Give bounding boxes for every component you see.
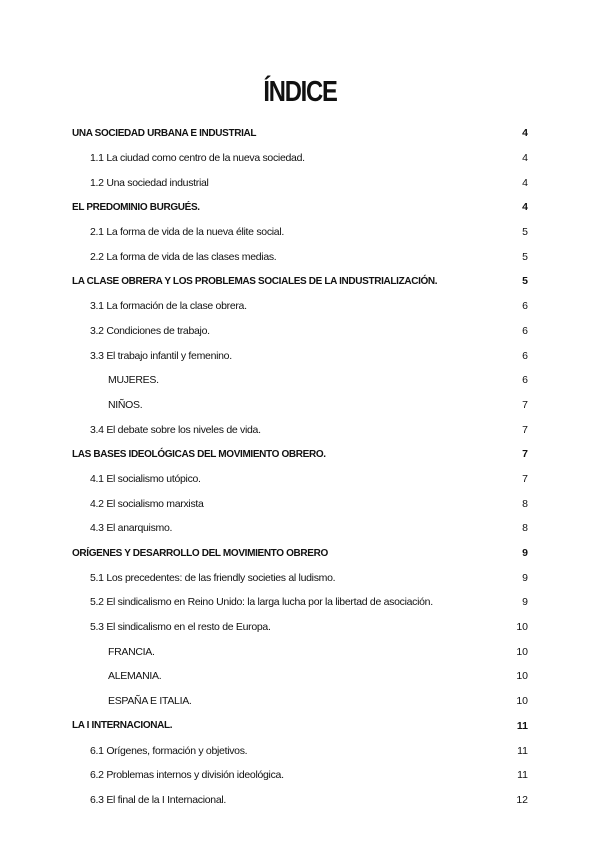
toc-entry-text: FRANCIA.	[108, 645, 155, 658]
toc-entry-text: 4.2 El socialismo marxista	[90, 497, 204, 510]
table-of-contents	[72, 121, 528, 812]
toc-page-number: 11	[517, 769, 528, 782]
toc-subitem-entry[interactable]	[72, 368, 528, 393]
toc-entry-text: 3.4 El debate sobre los niveles de vida.	[90, 423, 261, 436]
toc-page-number: 11	[516, 719, 528, 732]
toc-page-number: 7	[522, 472, 528, 485]
toc-entry-text: LA CLASE OBRERA Y LOS PROBLEMAS SOCIALES DE LA INDUSTRIALIZACIÓN.	[72, 275, 438, 287]
toc-entry-text: ESPAÑA E ITALIA.	[108, 695, 192, 708]
toc-page-number: 4	[522, 176, 528, 189]
toc-entry-text: ALEMANIA.	[108, 670, 162, 683]
toc-entry-text: 5.1 Los precedentes: de las friendly societies al ludismo.	[90, 571, 336, 584]
toc-entry-text: LA I INTERNACIONAL.	[72, 720, 173, 732]
toc-entry-text: 3.2 Condiciones de trabajo.	[90, 324, 210, 337]
toc-subsection-entry[interactable]	[72, 294, 528, 319]
toc-entry-text: ORÍGENES Y DESARROLLO DEL MOVIMIENTO OBRERO	[72, 547, 328, 559]
toc-subsection-entry[interactable]	[72, 788, 528, 813]
toc-entry-text: NIÑOS.	[108, 398, 143, 411]
toc-entry-text: 6.2 Problemas internos y división ideológica.	[90, 769, 284, 782]
toc-page-number: 8	[522, 522, 528, 535]
toc-page-number: 7	[522, 398, 528, 411]
toc-subitem-entry[interactable]	[72, 393, 528, 418]
toc-page-number: 11	[517, 744, 528, 757]
toc-page-number: 6	[522, 324, 528, 337]
toc-entry-text: 3.1 La formación de la clase obrera.	[90, 300, 247, 313]
toc-subsection-entry[interactable]	[72, 467, 528, 492]
toc-subsection-entry[interactable]	[72, 763, 528, 788]
toc-subsection-entry[interactable]	[72, 319, 528, 344]
toc-subsection-entry[interactable]	[72, 738, 528, 763]
toc-entry-text: 1.1 La ciudad como centro de la nueva sociedad.	[90, 152, 305, 165]
toc-subsection-entry[interactable]	[72, 343, 528, 368]
toc-entry-text: 4.3 El anarquismo.	[90, 522, 173, 535]
toc-page-number: 12	[516, 793, 528, 806]
toc-page-number: 4	[522, 201, 528, 214]
toc-entry-text: 5.3 El sindicalismo en el resto de Europa.	[90, 621, 271, 634]
toc-section-entry[interactable]	[72, 714, 528, 739]
toc-page-number: 4	[522, 152, 528, 165]
toc-entry-text: 5.2 El sindicalismo en Reino Unido: la larga lucha por la libertad de asociación.	[90, 596, 433, 609]
toc-page-number: 9	[522, 571, 528, 584]
toc-subitem-entry[interactable]	[72, 664, 528, 689]
toc-subsection-entry[interactable]	[72, 615, 528, 640]
toc-entry-text: 3.3 El trabajo infantil y femenino.	[90, 349, 232, 362]
toc-entry-text: 6.1 Orígenes, formación y objetivos.	[90, 744, 248, 757]
toc-section-entry[interactable]	[72, 541, 528, 566]
toc-page-number: 4	[522, 127, 528, 140]
toc-page-number: 7	[522, 448, 528, 461]
toc-page-number: 10	[516, 621, 528, 634]
toc-entry-text: 1.2 Una sociedad industrial	[90, 176, 209, 189]
toc-subsection-entry[interactable]	[72, 220, 528, 245]
toc-page-number: 7	[522, 423, 528, 436]
toc-section-entry[interactable]	[72, 121, 528, 146]
toc-page-number: 6	[522, 349, 528, 362]
toc-page-number: 10	[516, 670, 528, 683]
toc-subitem-entry[interactable]	[72, 639, 528, 664]
toc-page-number: 5	[522, 275, 528, 288]
toc-subsection-entry[interactable]	[72, 244, 528, 269]
page-title: ÍNDICE	[263, 76, 337, 108]
toc-entry-text: 6.3 El final de la I Internacional.	[90, 793, 227, 806]
toc-subsection-entry[interactable]	[72, 146, 528, 171]
toc-page-number: 9	[522, 547, 528, 560]
toc-page-number: 6	[522, 300, 528, 313]
toc-subsection-entry[interactable]	[72, 590, 528, 615]
toc-page-number: 8	[522, 497, 528, 510]
toc-entry-text: MUJERES.	[108, 374, 159, 387]
toc-entry-text: LAS BASES IDEOLÓGICAS DEL MOVIMIENTO OBRERO.	[72, 448, 326, 460]
toc-page-number: 10	[516, 645, 528, 658]
toc-entry-text: 2.1 La forma de vida de la nueva élite social.	[90, 226, 284, 239]
toc-subsection-entry[interactable]	[72, 417, 528, 442]
toc-page-number: 5	[522, 226, 528, 239]
toc-subitem-entry[interactable]	[72, 689, 528, 714]
toc-section-entry[interactable]	[72, 442, 528, 467]
toc-page-number: 6	[522, 374, 528, 387]
toc-page-number: 9	[522, 596, 528, 609]
toc-subsection-entry[interactable]	[72, 516, 528, 541]
toc-page-number: 10	[516, 695, 528, 708]
toc-entry-text: EL PREDOMINIO BURGUÉS.	[72, 201, 200, 213]
toc-entry-text: 2.2 La forma de vida de las clases medias.	[90, 250, 277, 263]
toc-entry-text: 4.1 El socialismo utópico.	[90, 472, 201, 485]
toc-section-entry[interactable]	[72, 195, 528, 220]
toc-entry-text: UNA SOCIEDAD URBANA E INDUSTRIAL	[72, 127, 257, 139]
toc-subsection-entry[interactable]	[72, 170, 528, 195]
toc-section-entry[interactable]	[72, 269, 528, 294]
toc-subsection-entry[interactable]	[72, 565, 528, 590]
toc-subsection-entry[interactable]	[72, 491, 528, 516]
toc-page-number: 5	[522, 250, 528, 263]
